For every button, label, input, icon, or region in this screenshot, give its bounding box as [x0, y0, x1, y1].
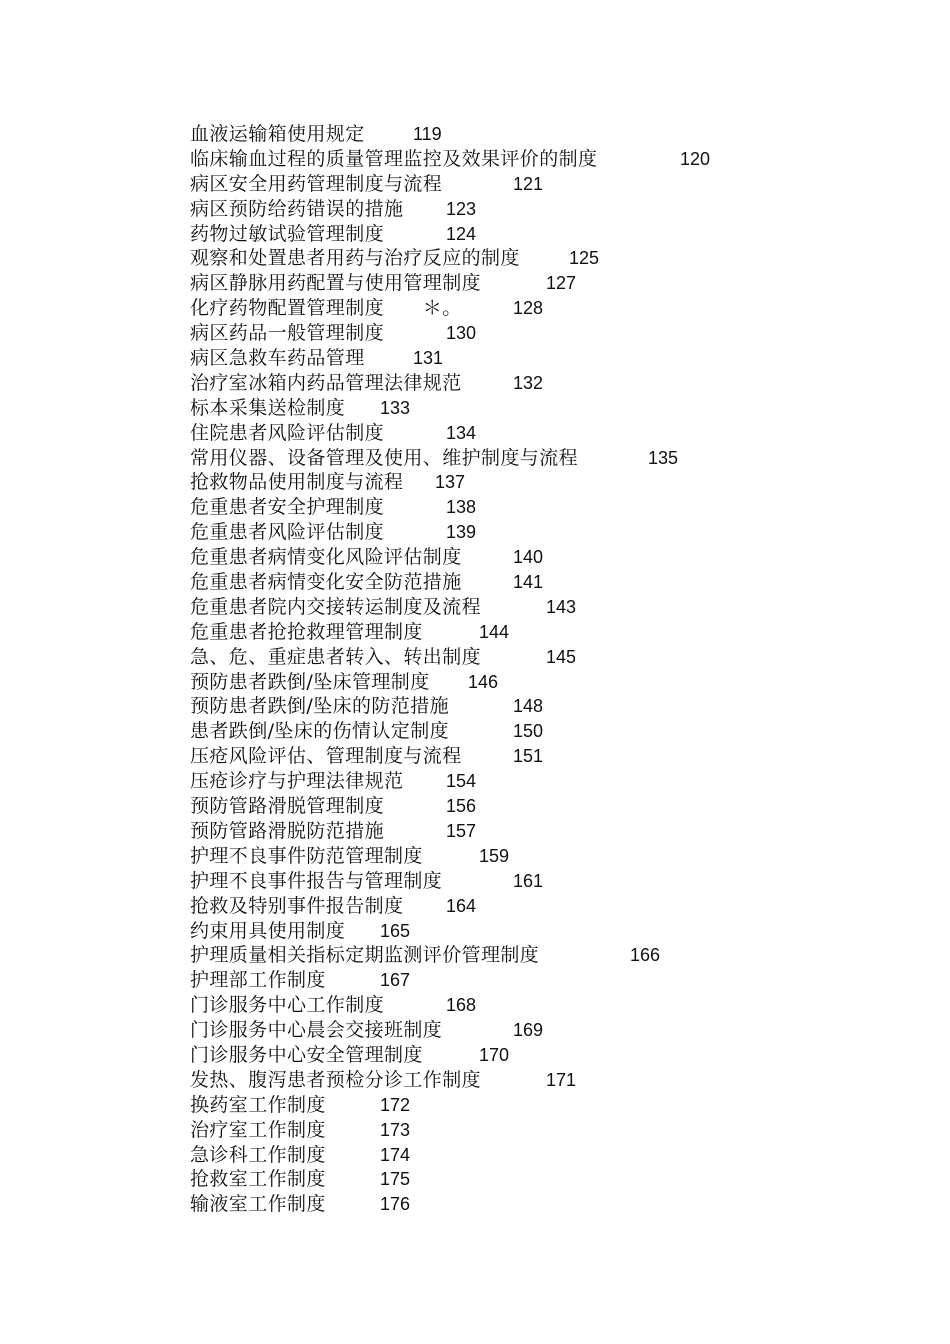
toc-entry[interactable] — [190, 645, 597, 670]
toc-entry-title: 病区安全用药管理制度与流程 — [190, 172, 443, 195]
toc-entry[interactable] — [190, 1143, 597, 1168]
toc-entry[interactable] — [190, 1118, 597, 1143]
toc-entry-title: 约束用具使用制度 — [190, 919, 346, 942]
toc-entry[interactable] — [190, 1018, 597, 1043]
toc-entry-page-number: 137 — [435, 472, 466, 493]
toc-entry[interactable] — [190, 197, 597, 222]
toc-entry-page-number: 150 — [513, 721, 544, 742]
toc-entry[interactable] — [190, 122, 597, 147]
toc-entry-page-number: 143 — [546, 596, 577, 617]
toc-entry-title: 护理不良事件防范管理制度 — [190, 844, 423, 867]
toc-entry[interactable] — [190, 620, 597, 645]
toc-entry-title: 预防患者跌倒/坠床的防范措施 — [190, 695, 450, 718]
toc-entry-title: 门诊服务中心安全管理制度 — [190, 1043, 423, 1066]
toc-entry-title: 护理部工作制度 — [190, 969, 326, 992]
toc-entry-page-number: 151 — [513, 746, 544, 767]
toc-entry-title: 临床输血过程的质量管理监控及效果评价的制度 — [190, 147, 598, 170]
toc-entry-title: 患者跌倒/坠床的伤情认定制度 — [190, 720, 450, 743]
toc-entry-title: 危重患者病情变化风险评估制度 — [190, 546, 462, 569]
toc-entry[interactable] — [190, 396, 597, 421]
toc-entry[interactable] — [190, 371, 597, 396]
toc-entry[interactable] — [190, 595, 597, 620]
toc-entry-title: 危重患者安全护理制度 — [190, 496, 385, 519]
toc-entry[interactable] — [190, 744, 597, 769]
toc-entry-title: 危重患者风险评估制度 — [190, 521, 385, 544]
toc-entry-page-number: 172 — [380, 1094, 411, 1115]
toc-entry[interactable] — [190, 968, 597, 993]
toc-entry-page-number: 173 — [380, 1119, 411, 1140]
toc-entry-title: 护理不良事件报告与管理制度 — [190, 869, 443, 892]
toc-entry-page-number: 123 — [446, 198, 477, 219]
toc-entry-page-number: 133 — [380, 397, 411, 418]
toc-entry[interactable] — [190, 894, 597, 919]
toc-entry-page-number: 119 — [413, 124, 442, 144]
toc-entry-page-number: 161 — [513, 870, 544, 891]
toc-entry-title: 常用仪器、设备管理及使用、维护制度与流程 — [190, 446, 579, 469]
toc-entry-title: 治疗室工作制度 — [190, 1118, 326, 1141]
table-of-contents — [190, 122, 711, 1217]
toc-entry[interactable] — [190, 172, 597, 197]
toc-entry-page-number: 120 — [680, 148, 711, 169]
toc-entry-page-number: 175 — [380, 1169, 411, 1190]
toc-entry[interactable] — [190, 271, 597, 296]
toc-entry-page-number: 131 — [413, 348, 444, 369]
toc-entry[interactable] — [190, 246, 600, 271]
toc-entry-title: 门诊服务中心晨会交接班制度 — [190, 1019, 443, 1042]
toc-entry[interactable] — [190, 719, 597, 744]
toc-entry-page-number: 157 — [446, 820, 477, 841]
toc-entry[interactable] — [190, 769, 597, 794]
toc-entry-page-number: 139 — [446, 522, 477, 543]
toc-entry[interactable] — [190, 844, 597, 869]
toc-entry-title: 标本采集送检制度 — [190, 396, 346, 419]
toc-entry-page-number: 176 — [380, 1194, 411, 1215]
toc-entry-page-number: 170 — [479, 1044, 510, 1065]
toc-entry-title: 住院患者风险评估制度 — [190, 421, 385, 444]
toc-entry[interactable] — [190, 993, 597, 1018]
toc-entry-title: 抢救室工作制度 — [190, 1168, 326, 1191]
toc-entry-title: 病区静脉用药配置与使用管理制度 — [190, 272, 482, 295]
toc-entry-page-number: 124 — [446, 223, 477, 244]
toc-entry[interactable] — [190, 670, 597, 695]
toc-entry-page-number: 135 — [648, 447, 679, 468]
toc-entry-title: 换药室工作制度 — [190, 1093, 326, 1116]
toc-entry-title: 门诊服务中心工作制度 — [190, 994, 385, 1017]
toc-entry-page-number: 174 — [380, 1144, 411, 1165]
toc-entry-title: 抢救及特别事件报告制度 — [190, 894, 404, 917]
toc-entry-title: 危重患者病情变化安全防范措施 — [190, 571, 462, 594]
toc-entry[interactable] — [190, 819, 597, 844]
toc-entry[interactable] — [190, 147, 711, 172]
toc-entry[interactable] — [190, 1192, 597, 1217]
toc-entry-title: 预防患者跌倒/坠床管理制度 — [190, 670, 430, 693]
toc-entry[interactable] — [190, 1068, 597, 1093]
toc-entry-title: 病区预防给药错误的措施 — [190, 197, 404, 220]
toc-entry-page-number: 125 — [569, 248, 600, 269]
toc-entry-title: 压疮诊疗与护理法律规范 — [190, 770, 404, 793]
toc-entry-page-number: 171 — [546, 1069, 577, 1090]
toc-entry[interactable] — [190, 222, 597, 247]
toc-entry[interactable] — [190, 694, 597, 719]
toc-entry-title: 急、危、重症患者转入、转出制度 — [190, 645, 482, 668]
toc-entry-title: 危重患者院内交接转运制度及流程 — [190, 595, 482, 618]
toc-entry-title: 药物过敏试验管理制度 — [190, 222, 385, 245]
toc-entry-title: 病区药品一般管理制度 — [190, 322, 385, 345]
toc-entry-title: 护理质量相关指标定期监测评价管理制度 — [190, 944, 540, 967]
toc-entry-page-number: 144 — [479, 621, 510, 642]
toc-entry-page-number: 168 — [446, 995, 477, 1016]
toc-entry[interactable] — [190, 794, 597, 819]
toc-entry-page-number: 167 — [380, 970, 411, 991]
toc-entry-title: 输液室工作制度 — [190, 1193, 326, 1216]
toc-entry-page-number: 169 — [513, 1020, 544, 1041]
toc-entry-page-number: 130 — [446, 323, 477, 344]
toc-entry[interactable] — [190, 470, 597, 495]
toc-entry-title: 预防管路滑脱管理制度 — [190, 795, 385, 818]
toc-entry-title: 抢救物品使用制度与流程 — [190, 471, 404, 494]
toc-entry-title: 压疮风险评估、管理制度与流程 — [190, 745, 462, 768]
toc-entry-page-number: 128 — [513, 298, 544, 319]
toc-entry[interactable] — [190, 919, 597, 944]
toc-entry-page-number: 146 — [468, 671, 499, 692]
toc-entry[interactable] — [190, 1043, 597, 1068]
toc-entry-page-number: 165 — [380, 920, 411, 941]
toc-entry-page-number: 127 — [546, 273, 577, 294]
toc-entry-title: 血液运输箱使用规定 — [190, 123, 365, 145]
toc-entry[interactable] — [190, 869, 597, 894]
toc-entry[interactable] — [190, 346, 597, 371]
toc-entry-title: 化疗药物配置管理制度 ＊。 — [190, 297, 462, 320]
toc-entry[interactable] — [190, 1093, 597, 1118]
toc-entry-page-number: 140 — [513, 547, 544, 568]
toc-entry-page-number: 145 — [546, 646, 577, 667]
toc-entry-page-number: 132 — [513, 372, 544, 393]
toc-entry-page-number: 141 — [513, 572, 544, 593]
toc-entry-page-number: 134 — [446, 422, 477, 443]
toc-entry[interactable] — [190, 545, 597, 570]
toc-entry-title: 危重患者抢抢救理管理制度 — [190, 620, 423, 643]
toc-entry[interactable] — [190, 520, 597, 545]
toc-entry-page-number: 164 — [446, 895, 477, 916]
toc-entry[interactable] — [190, 296, 597, 321]
toc-entry-title: 观察和处置患者用药与治疗反应的制度 — [190, 247, 520, 270]
toc-entry-title: 发热、腹泻患者预检分诊工作制度 — [190, 1068, 482, 1091]
toc-entry-page-number: 121 — [513, 173, 544, 194]
toc-entry-page-number: 138 — [446, 497, 477, 518]
toc-entry-page-number: 156 — [446, 796, 477, 817]
toc-entry[interactable] — [190, 943, 661, 968]
toc-entry-page-number: 154 — [446, 771, 477, 792]
toc-entry-title: 病区急救车药品管理 — [190, 347, 365, 370]
toc-entry[interactable] — [190, 570, 597, 595]
toc-entry-title: 预防管路滑脱防范措施 — [190, 819, 385, 842]
toc-entry-page-number: 159 — [479, 845, 510, 866]
toc-entry-page-number: 166 — [630, 945, 661, 966]
toc-entry[interactable] — [190, 446, 679, 471]
toc-entry-title: 治疗室冰箱内药品管理法律规范 — [190, 371, 462, 394]
toc-entry[interactable] — [190, 1167, 597, 1192]
toc-entry[interactable] — [190, 495, 597, 520]
toc-entry[interactable] — [190, 321, 597, 346]
toc-entry[interactable] — [190, 421, 597, 446]
toc-entry-title: 急诊科工作制度 — [190, 1143, 326, 1166]
toc-entry-page-number: 148 — [513, 696, 544, 717]
